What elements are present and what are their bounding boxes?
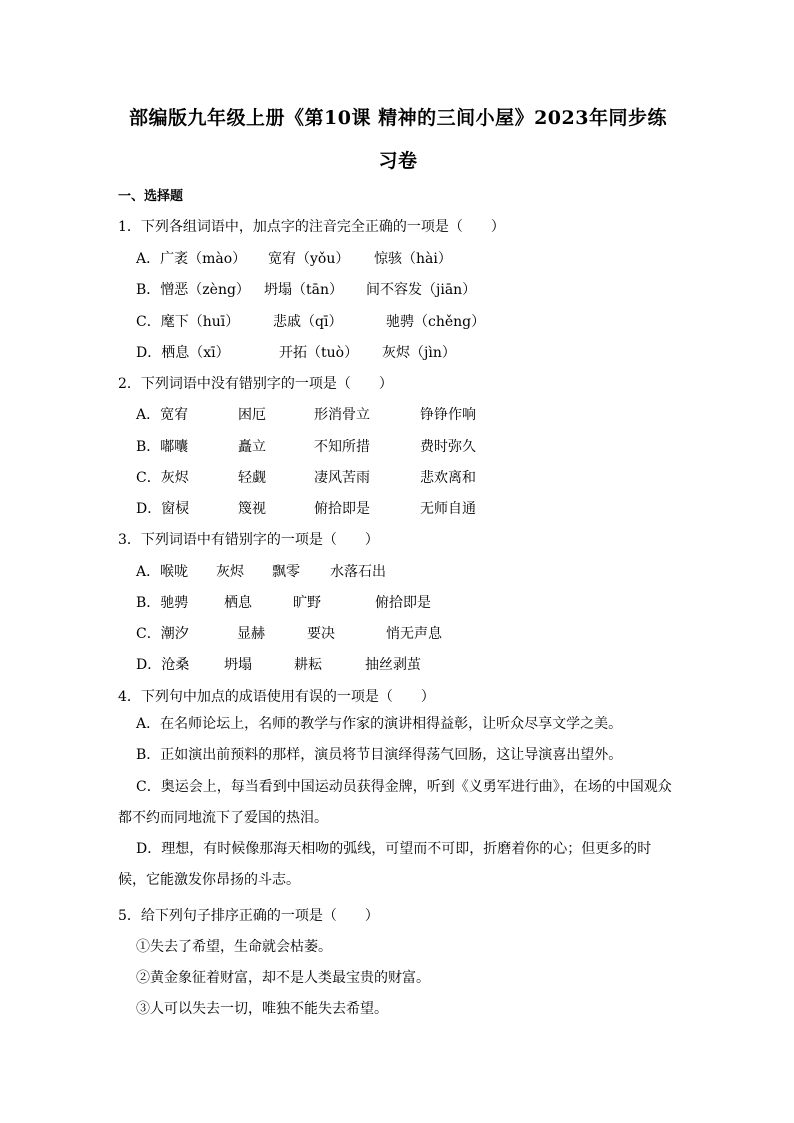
document-title-line1: 部编版九年级上册《第10课 精神的三间小屋》2023年同步练 xyxy=(129,107,667,129)
question-3-option-c xyxy=(136,623,442,643)
question-4-option-a: A．在名师论坛上，名师的教学与作家的演讲相得益彰，让听众尽享文学之美。 xyxy=(136,716,623,732)
option-text: 困厄 xyxy=(238,407,266,423)
option-text: 俯拾即是 xyxy=(314,501,370,517)
option-text: A．广袤（mào） xyxy=(136,251,247,267)
option-text: 栖息 xyxy=(224,595,252,611)
question-1-option-c xyxy=(136,311,485,331)
option-text: 悲欢离和 xyxy=(420,470,476,486)
option-text: 飘零 xyxy=(272,564,300,580)
option-text: 宽宥（yǒu） xyxy=(268,251,350,267)
option-text: 形消骨立 xyxy=(314,407,370,423)
option-text: D．窗棂 xyxy=(136,501,190,517)
option-text: 要决 xyxy=(307,626,335,642)
question-2-option-d xyxy=(136,498,476,518)
question-4-option-b: B．正如演出前预料的那样，演员将节目演绎得荡气回肠，这让导演喜出望外。 xyxy=(136,747,623,763)
section-heading: 一、选择题 xyxy=(118,189,184,204)
option-text: 凄风苦雨 xyxy=(314,470,370,486)
option-text: 耕耘 xyxy=(294,657,322,673)
question-4-option-c: C．奥运会上，每当看到中国运动员获得金牌，听到《义勇军进行曲》，在场的中国观众都不约而同地流下了爱国的热泪。 xyxy=(118,779,672,826)
option-text: 灰烬 xyxy=(216,564,244,580)
question-2-option-c xyxy=(136,467,476,487)
question-5-sentence-2: ②黄金象征着财富，却不是人类最宝贵的财富。 xyxy=(136,970,430,986)
question-1-option-d xyxy=(136,342,456,362)
option-text: A．宽宥 xyxy=(136,407,189,423)
option-text: 不知所措 xyxy=(314,439,370,455)
option-text: D．栖息（xī） xyxy=(136,345,230,361)
option-text: 悄无声息 xyxy=(386,626,442,642)
option-text: C．潮汐 xyxy=(136,626,189,642)
option-text: 水落石出 xyxy=(330,564,386,580)
question-2-stem: 2．下列词语中没有错别字的一项是（ ） xyxy=(118,376,393,392)
option-text: B．憎恶（zèng） xyxy=(136,282,250,298)
option-text: 开拓（tuò） xyxy=(279,345,359,361)
option-text: 灰烬（jìn） xyxy=(382,345,456,361)
option-text: 显赫 xyxy=(237,626,265,642)
option-text: C．灰烬 xyxy=(136,470,189,486)
option-text: 坍塌（tān） xyxy=(264,282,343,298)
option-text: 悲戚（qī） xyxy=(273,314,343,330)
option-text: 篾视 xyxy=(238,501,266,517)
question-5-sentence-3: ③人可以失去一切，唯独不能失去希望。 xyxy=(136,1001,388,1017)
question-5-stem: 5．给下列句子排序正确的一项是（ ） xyxy=(118,908,379,924)
question-3-option-a xyxy=(136,561,386,581)
option-text: C．麾下（huī） xyxy=(136,314,240,330)
option-text: B．驰骋 xyxy=(136,595,189,611)
option-text: 矗立 xyxy=(238,439,266,455)
option-text: 铮铮作响 xyxy=(420,407,476,423)
option-text: 轻觑 xyxy=(238,470,266,486)
question-5-sentence-1: ①失去了希望，生命就会枯萎。 xyxy=(136,939,332,955)
option-text: D．沧桑 xyxy=(136,657,190,673)
option-text: 驰骋（chěng） xyxy=(386,314,486,330)
question-4-option-d: D．理想，有时候像那海天相吻的弧线，可望而不可即，折磨着你的心；但更多的时候，它能激发你昂扬的斗志。 xyxy=(118,841,652,888)
question-1-option-b xyxy=(136,279,476,299)
option-text: 俯拾即是 xyxy=(375,595,431,611)
question-3-option-b xyxy=(136,592,431,612)
question-2-option-a xyxy=(136,404,476,424)
option-text: 间不容发（jiān） xyxy=(366,282,477,298)
option-text: 坍塌 xyxy=(224,657,252,673)
option-text: 抽丝剥茧 xyxy=(365,657,421,673)
document-title-line2: 习卷 xyxy=(378,150,418,172)
question-3-option-d xyxy=(136,654,421,674)
question-2-option-b xyxy=(136,436,476,456)
question-3-stem: 3．下列词语中有错别字的一项是（ ） xyxy=(118,532,379,548)
option-text: 旷野 xyxy=(293,595,321,611)
option-text: 费时弥久 xyxy=(420,439,476,455)
option-text: A．喉咙 xyxy=(136,564,189,580)
question-4-stem: 4．下列句中加点的成语使用有误的一项是（ ） xyxy=(118,689,435,705)
option-text: 无师自通 xyxy=(420,501,476,517)
option-text: 惊骇（hài） xyxy=(374,251,452,267)
question-1-stem: 1．下列各组词语中，加点字的注音完全正确的一项是（ ） xyxy=(118,219,505,235)
option-text: B．嘟囔 xyxy=(136,439,189,455)
question-1-option-a xyxy=(136,248,452,268)
